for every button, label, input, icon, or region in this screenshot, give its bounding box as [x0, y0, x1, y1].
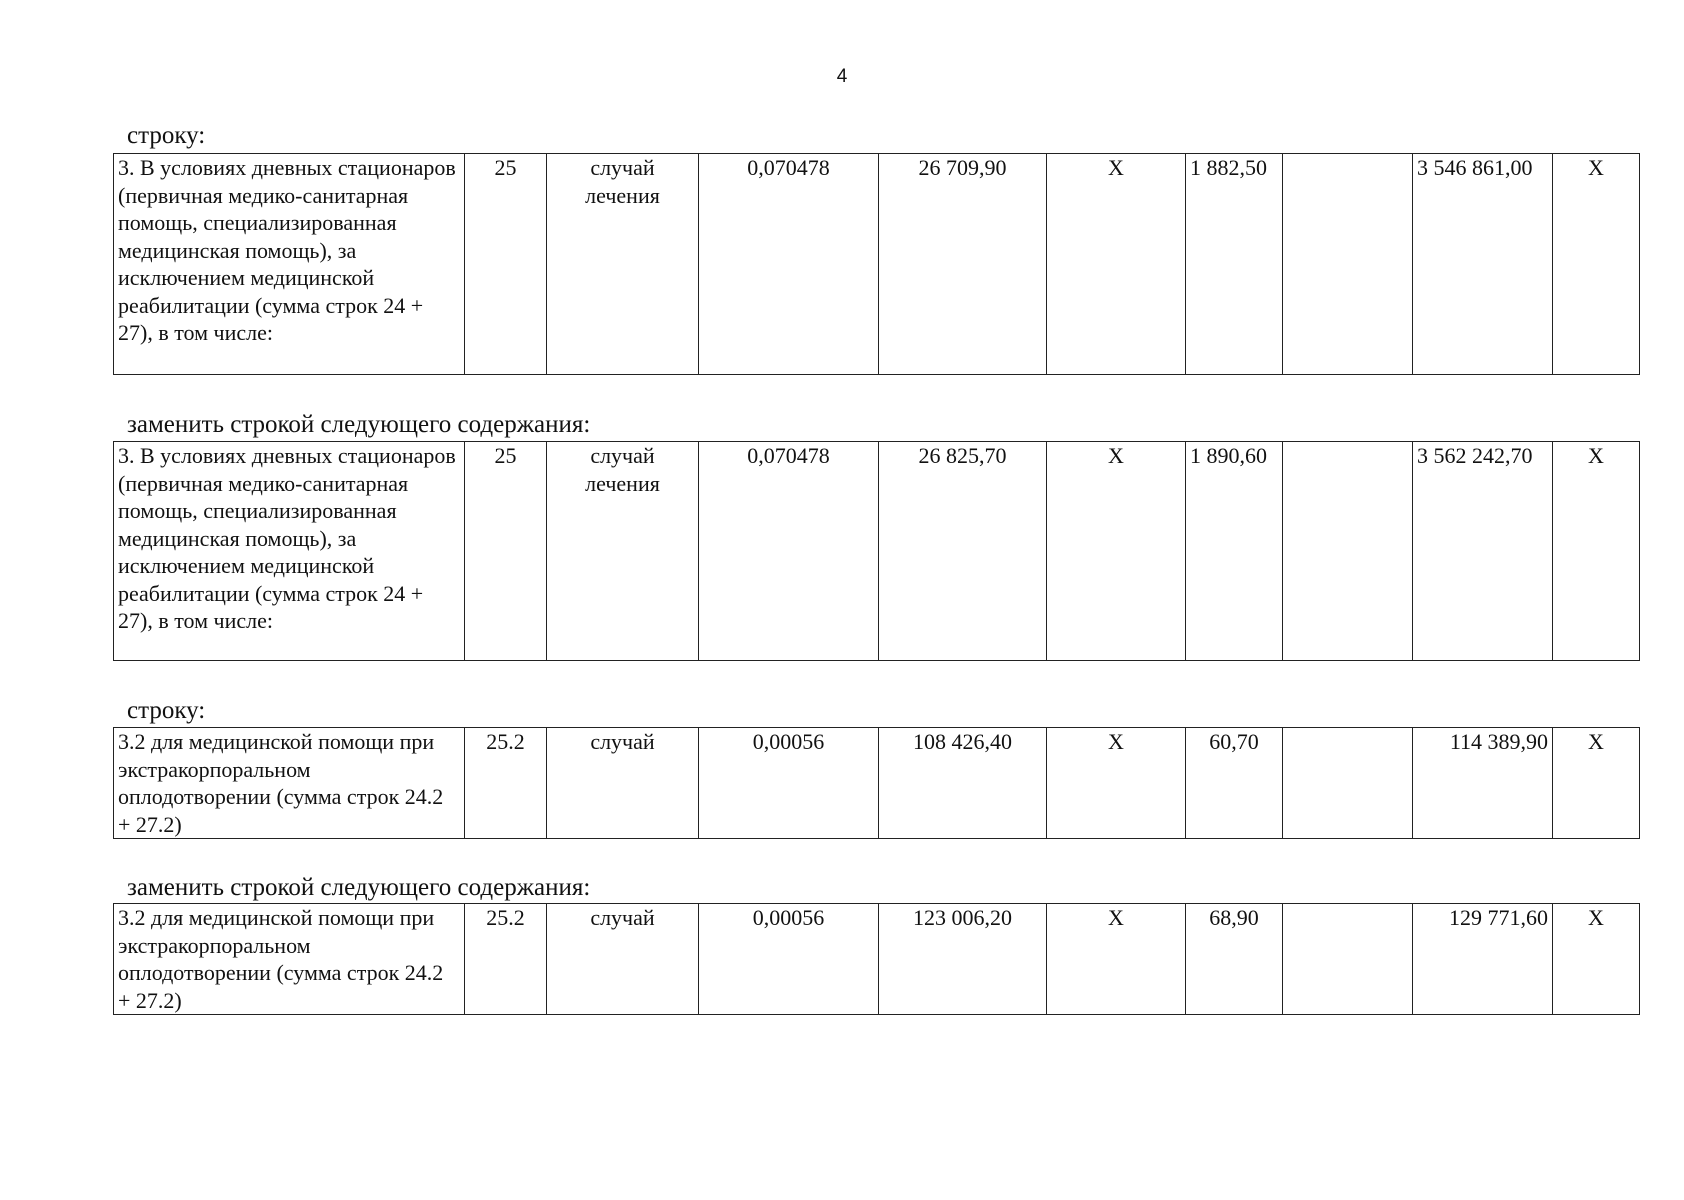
per-capita-cell: 60,70 [1186, 728, 1283, 839]
empty-cell [1283, 904, 1413, 1015]
table-row [114, 904, 1640, 1015]
cost-cell: 123 006,20 [879, 904, 1047, 1015]
table-original-row-25 [113, 153, 1640, 375]
table-replacement-row-25 [113, 441, 1640, 661]
cost-cell: 26 825,70 [879, 442, 1047, 661]
table-row [114, 728, 1640, 839]
caption-replacement-row: заменить строкой следующего содержания: [127, 411, 591, 438]
row-name-cell: 3.2 для медицинской помощи при экстракорпоральном оплодотворении (сумма строк 24.2 + 27.2) [114, 728, 465, 839]
table-replacement-row-25-2 [113, 903, 1640, 1015]
line-number-cell: 25 [465, 154, 547, 375]
total-cell: 114 389,90 [1413, 728, 1553, 839]
unit-cell: случай лечения [547, 154, 699, 375]
row-name-cell: 3. В условиях дневных стационаров (первичная медико-санитарная помощь, специализированная медицинская помощь), за исключением медицинской реабилитации (сумма строк 24 + 27), в том числе: [114, 154, 465, 375]
caption-original-row: строку: [127, 697, 206, 724]
x-cell: Х [1047, 442, 1186, 661]
table-row [114, 154, 1640, 375]
volume-cell: 0,070478 [699, 154, 879, 375]
line-number-cell: 25.2 [465, 904, 547, 1015]
unit-cell: случай [547, 904, 699, 1015]
unit-cell: случай лечения [547, 442, 699, 661]
caption-replacement-row: заменить строкой следующего содержания: [127, 874, 591, 901]
empty-cell [1283, 154, 1413, 375]
total-cell: 3 562 242,70 [1413, 442, 1553, 661]
total-cell: 129 771,60 [1413, 904, 1553, 1015]
line-number-cell: 25.2 [465, 728, 547, 839]
x-cell: Х [1047, 154, 1186, 375]
x-cell: Х [1553, 154, 1640, 375]
x-cell: Х [1047, 728, 1186, 839]
row-name-cell: 3. В условиях дневных стационаров (первичная медико-санитарная помощь, специализированная медицинская помощь), за исключением медицинской реабилитации (сумма строк 24 + 27), в том числе: [114, 442, 465, 661]
caption-original-row: строку: [127, 122, 206, 149]
volume-cell: 0,00056 [699, 728, 879, 839]
cost-cell: 108 426,40 [879, 728, 1047, 839]
x-cell: Х [1553, 442, 1640, 661]
per-capita-cell: 1 882,50 [1186, 154, 1283, 375]
table-row [114, 442, 1640, 661]
row-name-cell: 3.2 для медицинской помощи при экстракорпоральном оплодотворении (сумма строк 24.2 + 27.2) [114, 904, 465, 1015]
x-cell: Х [1553, 904, 1640, 1015]
x-cell: Х [1553, 728, 1640, 839]
per-capita-cell: 68,90 [1186, 904, 1283, 1015]
empty-cell [1283, 728, 1413, 839]
total-cell: 3 546 861,00 [1413, 154, 1553, 375]
volume-cell: 0,070478 [699, 442, 879, 661]
per-capita-cell: 1 890,60 [1186, 442, 1283, 661]
x-cell: Х [1047, 904, 1186, 1015]
empty-cell [1283, 442, 1413, 661]
cost-cell: 26 709,90 [879, 154, 1047, 375]
line-number-cell: 25 [465, 442, 547, 661]
table-original-row-25-2 [113, 727, 1640, 839]
volume-cell: 0,00056 [699, 904, 879, 1015]
unit-cell: случай [547, 728, 699, 839]
page-number: 4 [836, 66, 848, 87]
